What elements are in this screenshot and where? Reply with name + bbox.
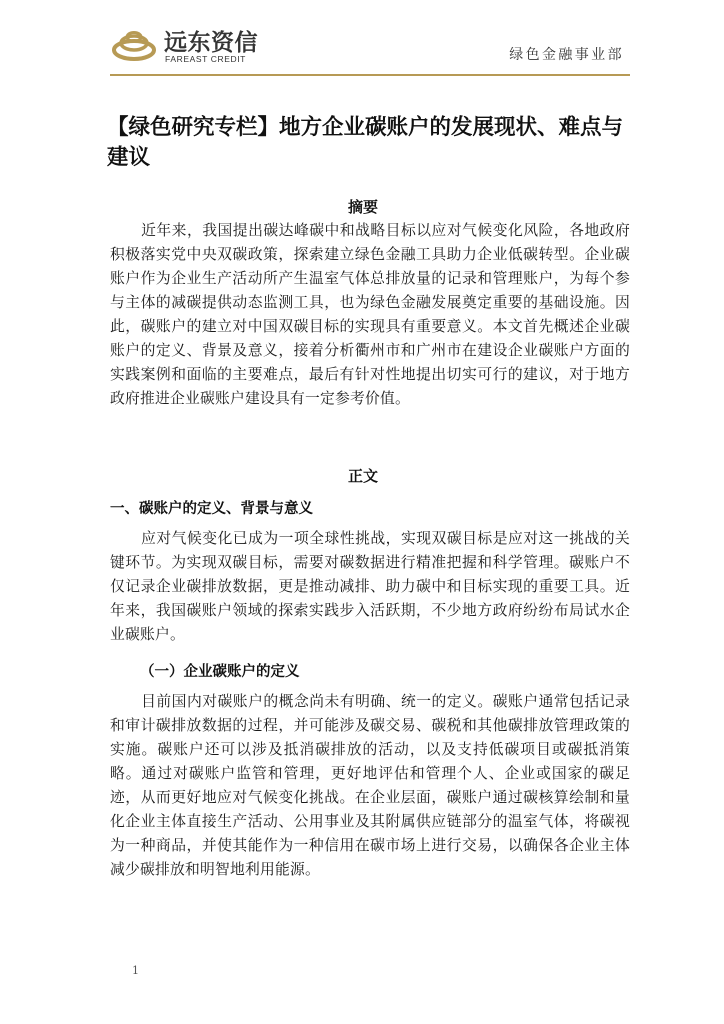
fareast-credit-logo-icon	[112, 26, 156, 62]
section-1-heading: 一、碳账户的定义、背景与意义	[110, 501, 313, 517]
subsection-1-heading: （一）企业碳账户的定义	[140, 664, 300, 680]
section-1-paragraph: 应对气候变化已成为一项全球性挑战，实现双碳目标是应对这一挑战的关键环节。为实现双碳目标，需要对碳数据进行精准把握和科学管理。碳账户不仅记录企业碳排放数据，更是推动减排、助力碳中和目标实现的重要工具。近年来，我国碳账户领域的探索实践步入活跃期，不少地方政府纷纷布局试水企业碳账户。	[110, 530, 630, 643]
subsection-1-paragraph: 目前国内对碳账户的概念尚未有明确、统一的定义。碳账户通常包括记录和审计碳排放数据的过程，并可能涉及碳交易、碳税和其他碳排放管理政策的实施。碳账户还可以涉及抵消碳排放的活动，以及支持低碳项目或碳抵消策略。通过对碳账户监管和管理，更好地评估和管理个人、企业或国家的碳足迹，从而更好地应对气候变化挑战。在企业层面，碳账户通过碳核算绘制和量化企业主体直接生产活动、公用事业及其附属供应链部分的温室气体，将碳视为一种商品，并使其能作为一种信用在碳市场上进行交易，以确保各企业主体减少碳排放和明智地利用能源。	[110, 693, 630, 878]
page-title: 【绿色研究专栏】地方企业碳账户的发展现状、难点与建议	[107, 115, 624, 170]
logo-english-name: FAREAST CREDIT	[165, 54, 246, 64]
department-label: 绿色金融事业部	[509, 47, 624, 63]
logo-chinese-name: 远东资信	[164, 30, 258, 56]
abstract-heading: 摘要	[347, 198, 378, 216]
company-logo	[112, 24, 312, 68]
header-divider	[110, 74, 630, 76]
abstract-paragraph: 近年来，我国提出碳达峰碳中和战略目标以应对气候变化风险，各地政府积极落实党中央双碳政策，探索建立绿色金融工具助力企业低碳转型。企业碳账户作为企业生产活动所产生温室气体总排放量的记录和管理账户，为每个参与主体的减碳提供动态监测工具，也为绿色金融发展奠定重要的基础设施。因此，碳账户的建立对中国双碳目标的实现具有重要意义。本文首先概述企业碳账户的定义、背景及意义，接着分析衢州市和广州市在建设企业碳账户方面的实践案例和面临的主要难点，最后有针对性地提出切实可行的建议，对于地方政府推进企业碳账户建设具有一定参考价值。	[110, 222, 630, 407]
page-header	[0, 0, 724, 80]
body-heading: 正文	[347, 467, 378, 485]
page-number: 1	[132, 964, 139, 977]
